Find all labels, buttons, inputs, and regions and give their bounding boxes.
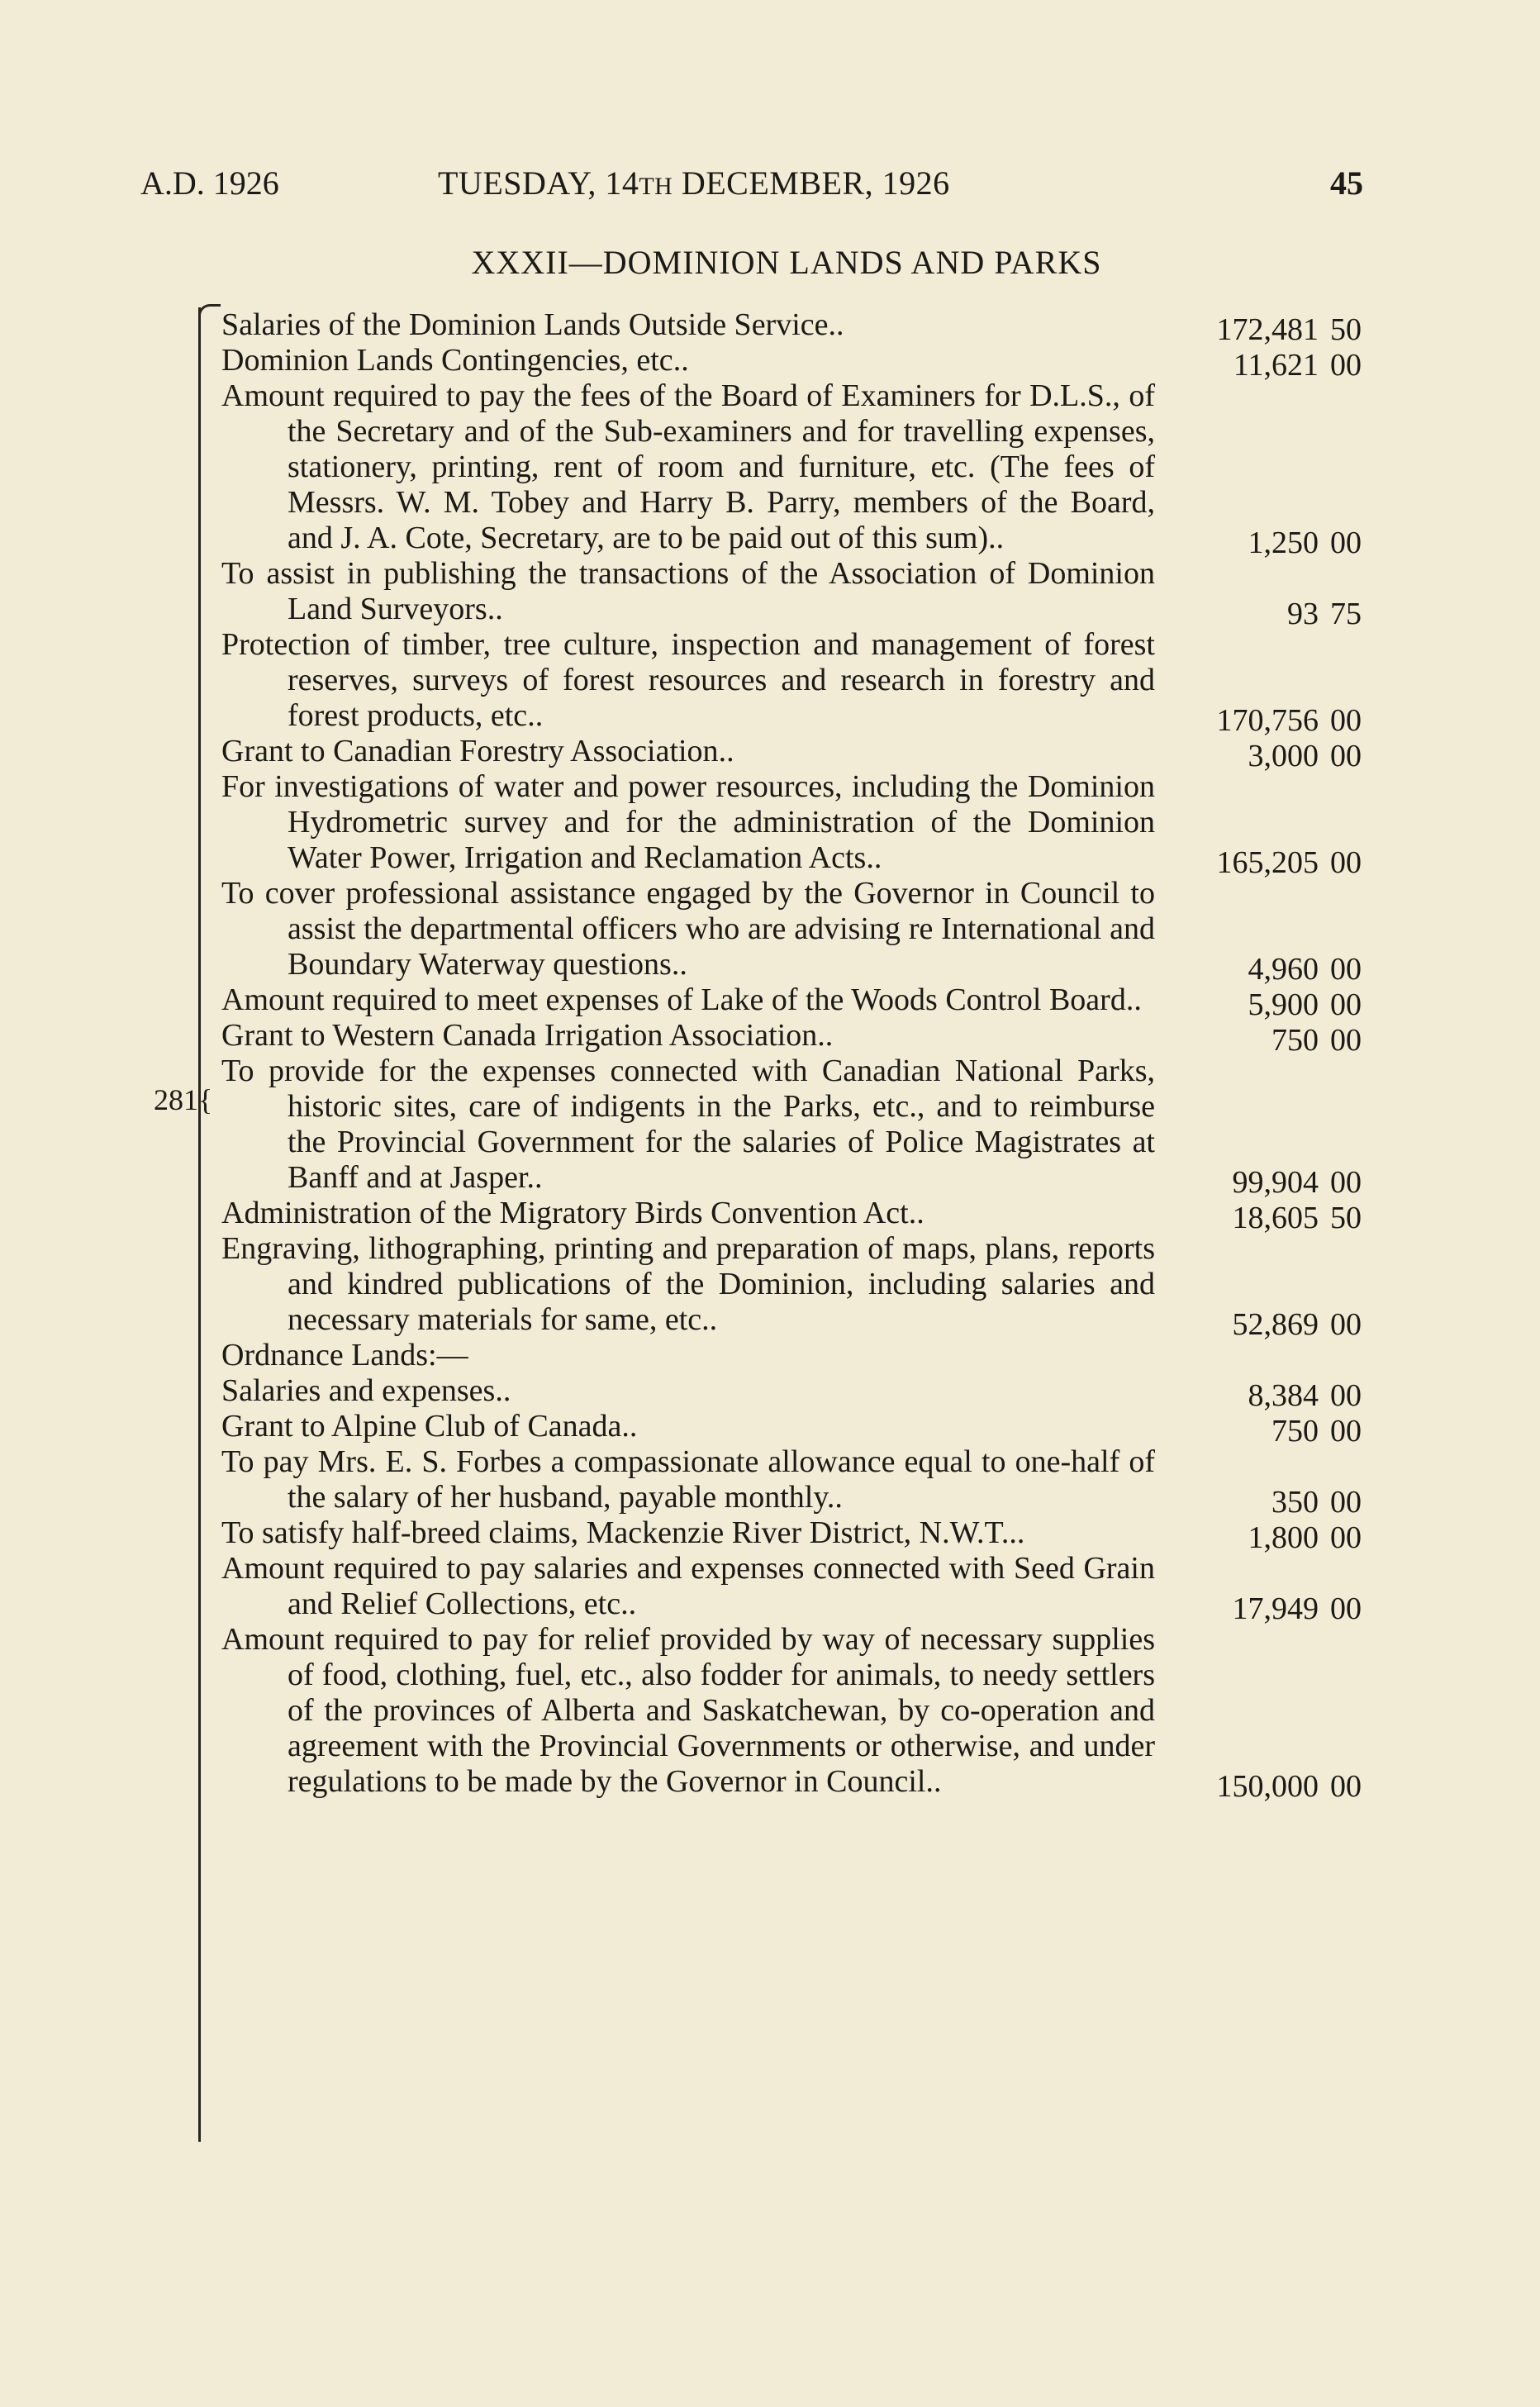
description-text: To provide for the expenses connected with Canadian National Parks, historic sites, care of indigents in the Parks, etc., and to reimburse the Provincial Government for the salaries of Police Magistrates at Banff and at Jasper [221,1054,1155,1195]
leader-dots: .. [718,734,734,768]
estimate-entry [221,1196,1362,1235]
leader-dots: .. [828,307,844,342]
amount-dollars: 750 [1271,1023,1319,1058]
leader-dots: .. [673,343,689,378]
estimate-description [221,1373,1155,1409]
amount-cents: 00 [1330,1023,1362,1058]
description-text: Administration of the Migratory Birds Convention Act [221,1196,909,1230]
description-text: Dominion Lands Contingencies, etc [221,343,673,378]
estimate-description [221,1196,1155,1231]
header-date-post: DECEMBER, 1926 [673,164,950,202]
leader-dots: .. [526,1160,543,1195]
amount-cents: 00 [1330,739,1362,773]
amount-dollars: 172,481 [1216,312,1319,347]
vote-number: 281{ [154,1083,213,1116]
amount-dollars: 18,605 [1232,1201,1319,1235]
description-text: Grant to Western Canada Irrigation Association [221,1018,818,1053]
amount-cents: 00 [1330,703,1362,738]
description-text: Salaries and expenses [221,1373,496,1408]
estimate-entry [221,1373,1362,1413]
amount-dollars: 5,900 [1248,987,1319,1022]
amount-dollars: 8,384 [1248,1378,1319,1413]
amount-dollars: 1,800 [1248,1520,1319,1555]
amount-cents: 50 [1330,312,1362,347]
description-text: Grant to Canadian Forestry Association [221,734,719,768]
estimate-description [221,1444,1155,1515]
leader-dots: .. [527,698,544,733]
amount-cents: 00 [1330,1769,1362,1804]
estimate-description [221,1551,1155,1622]
amount-cents: 00 [1330,1520,1362,1555]
estimate-entry [221,769,1362,880]
amount-cents: 00 [1330,952,1362,987]
leader-dots: .. [487,592,503,626]
leader-dots: .. [826,1480,843,1515]
estimates-list [221,307,1362,1804]
estimate-description [221,876,1155,982]
estimate-description [221,378,1155,556]
estimate-entry [221,1231,1362,1342]
leader-dots: .. [701,1302,718,1337]
amount-dollars: 1,250 [1248,526,1319,560]
header-date [438,159,950,212]
estimate-description [221,769,1155,876]
estimate-description [221,1054,1155,1196]
estimate-entry [221,1054,1362,1200]
page-header [140,159,1363,208]
leader-dots: .. [621,1409,638,1444]
amount-dollars: 350 [1271,1485,1319,1520]
amount-cents: 00 [1330,1307,1362,1342]
estimate-entry [221,982,1362,1022]
amount-cents: 00 [1330,845,1362,880]
amount-cents: 00 [1330,348,1362,383]
amount-cents: 75 [1330,597,1362,631]
description-text: Salaries of the Dominion Lands Outside Service [221,307,829,342]
amount-cents: 00 [1330,1378,1362,1413]
leader-dots: .. [1009,1515,1025,1550]
estimate-description [221,343,1155,378]
amount-dollars: 3,000 [1248,739,1319,773]
description-text: Protection of timber, tree culture, inspection and management of forest reserves, surveys of forest resources and research in forestry and forest products, etc [221,627,1155,733]
description-text: To pay Mrs. E. S. Forbes a compassionate allowance equal to one-half of the salary of her husband, payable monthly [221,1444,1155,1515]
header-year: A.D. 1926 [140,164,279,202]
amount-dollars: 165,205 [1216,845,1319,880]
estimate-description [221,1231,1155,1338]
estimate-entry [221,1409,1362,1448]
amount-dollars: 150,000 [1216,1769,1319,1804]
vote-number-text: 281 [154,1083,198,1116]
description-text: To assist in publishing the transactions of the Association of Dominion Land Surveyors [221,556,1155,626]
leader-dots: .. [866,840,882,875]
amount-dollars: 750 [1271,1414,1319,1448]
description-text: To satisfy half-breed claims, Mackenzie River District, N.W.T. [221,1515,1010,1550]
leader-dots: .. [1125,982,1142,1017]
amount-cents: 50 [1330,1201,1362,1235]
section-title: XXXII—DOMINION LANDS AND PARKS [471,244,1102,281]
amount-dollars: 170,756 [1216,703,1319,738]
leader-dots: .. [671,947,687,982]
estimate-description [221,307,1155,343]
estimate-description [221,627,1155,734]
leader-dots: .. [620,1586,637,1621]
amount-dollars: 99,904 [1232,1165,1319,1200]
estimate-entry [221,556,1362,631]
leader-dots: .. [988,521,1005,555]
estimate-description [221,1409,1155,1444]
amount-cents: 00 [1330,1485,1362,1520]
brace-line [198,307,209,2142]
amount-dollars: 4,960 [1248,952,1319,987]
estimate-description [221,556,1155,627]
amount-cents: 00 [1330,1591,1362,1626]
description-text: Grant to Alpine Club of Canada [221,1409,622,1444]
estimate-entry [221,378,1362,560]
estimate-entry [221,343,1362,383]
leader-dots: .. [817,1018,834,1053]
estimate-entry [221,627,1362,738]
estimate-entry [221,1551,1362,1626]
amount-cents: 00 [1330,987,1362,1022]
estimate-description [221,1622,1155,1800]
estimate-description [221,1338,1155,1373]
header-date-pre: TUESDAY, 14 [438,164,639,202]
estimate-description [221,1515,1155,1551]
description-text: Amount required to meet expenses of Lake of the Woods Control Board [221,982,1126,1017]
estimate-entry [221,1515,1362,1555]
estimate-entry [221,876,1362,987]
description-text: For investigations of water and power resources, including the Dominion Hydrometric survey and for the administration of the Dominion Water Power, Irrigation and Reclamation Acts [221,769,1155,875]
estimate-description [221,1018,1155,1054]
amount-dollars: 11,621 [1233,348,1319,383]
estimate-description [221,982,1155,1018]
amount-dollars: 17,949 [1232,1591,1319,1626]
description-text: To cover professional assistance engaged by the Governor in Council to assist the departmental officers who are advising re International and Boundary Waterway questions [221,876,1155,982]
estimate-entry [221,1444,1362,1520]
description-text: Engraving, lithographing, printing and preparation of maps, plans, reports and kindred publications of the Dominion, including salaries and necessary materials for same, etc [221,1231,1155,1337]
amount-cents: 00 [1330,1414,1362,1448]
header-date-suffix: TH [639,173,673,200]
amount-cents: 00 [1330,526,1362,560]
estimate-entry [221,1338,1362,1373]
description-text: Ordnance Lands:— [221,1338,468,1372]
description-text: Amount required to pay salaries and expenses connected with Seed Grain and Relief Collections, etc [221,1551,1155,1621]
amount-cents: 00 [1330,1165,1362,1200]
amount [1180,1769,1362,1805]
page-number: 45 [1330,164,1363,202]
leader-dots: .. [495,1373,511,1408]
estimate-entry [221,734,1362,773]
description-text: Amount required to pay for relief provided by way of necessary supplies of food, clothing, fuel, etc., also fodder for animals, to needy settlers of the provinces of Alberta and Saskatchewan, by co-operation and agreement with the Provincial Governments or otherwise, and under regulations to be made by the Governor in Council [221,1622,1155,1799]
estimate-description [221,734,1155,769]
estimate-entry [221,1622,1362,1804]
amount-dollars: 52,869 [1232,1307,1319,1342]
leader-dots: .. [908,1196,924,1230]
estimate-entry [221,307,1362,347]
leader-dots: .. [925,1764,942,1799]
description-text: Amount required to pay the fees of the Board of Examiners for D.L.S., of the Secretary and of the Sub-examiners and for travelling expenses, stationery, printing, rent of room and furniture, etc. (The fees of Messrs. W. M. Tobey and Harry B. Parry, members of the Board, and J. A. Cote, Secretary, are to be paid out of this sum) [221,378,1155,555]
estimate-entry [221,1018,1362,1058]
amount-dollars: 93 [1287,597,1319,631]
